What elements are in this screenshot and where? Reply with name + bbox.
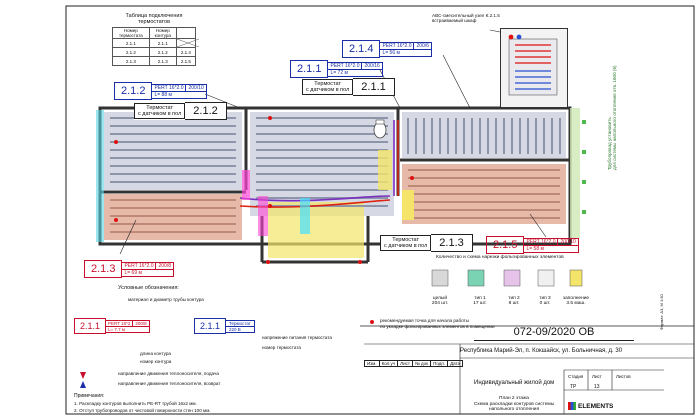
legend-circuit-length: L= 7.7 м	[106, 326, 149, 332]
notes-title: Примечания:	[74, 393, 105, 399]
fitting-name: тип 3	[539, 296, 551, 301]
brand-icon	[568, 402, 576, 410]
fitting-item	[530, 296, 560, 306]
fittings-title: Количество и схема нарезки фольгированных элементов	[436, 255, 564, 260]
table-cell: 2.1.3	[113, 57, 150, 66]
red-dot-note: рекомендуемая точка для начала работы по укладке фольгированных элементов в помещении	[380, 318, 495, 329]
stage-value: ТР	[570, 384, 577, 390]
legend-circuit-id: 2.1.1	[74, 318, 106, 334]
legend-supply-voltage: напряжение питания термостата	[262, 335, 332, 340]
stamp-col: Дата	[448, 361, 463, 367]
stamp-col: Подп.	[431, 361, 448, 367]
sheet-label: Лист	[592, 374, 602, 379]
table-cell: 2.1.2	[149, 48, 176, 57]
doc-code: 072-09/2020 ОВ	[474, 326, 634, 341]
legend-sample-circuit	[74, 318, 150, 334]
thermostat-table-title: Таблица подключения термостатов	[125, 13, 183, 25]
circuit-pipe: PERT 16*2.0	[154, 84, 184, 91]
legend-circuit-pipe: PERT 16*2	[108, 320, 131, 326]
circuit-pipe: PERT 16*2.0	[330, 62, 360, 69]
stamp-col: Лист	[398, 361, 413, 367]
stamp-col: Изм.	[365, 361, 380, 367]
legend-thermostat-number: номер термостата	[262, 345, 301, 350]
legend-circuit-number: номер контура	[140, 359, 172, 364]
circuit-pipe: PERT 16*2.0	[382, 42, 412, 49]
stage-label: Стадия	[568, 374, 584, 379]
mixing-node-label: АВС-смесительный узел К.2.1.5 встраиваемый шкаф	[432, 13, 500, 23]
fitting-name: целый	[432, 296, 448, 301]
circuit-tag-2-1-3	[84, 260, 174, 278]
legend-thermostat-id: 2.1.1	[194, 318, 226, 334]
fitting-item	[498, 296, 530, 306]
table-header: Номер термостата	[113, 28, 150, 39]
circuit-tag-2-1-4	[342, 40, 432, 58]
fitting-count: 8 шт.	[508, 301, 520, 306]
circuit-length: L= 56 м	[380, 49, 431, 56]
thermostat-id: 2.1.1	[353, 78, 394, 96]
circuit-id: 2.1.5	[486, 236, 524, 254]
thermostat-label: Термостат с датчиком в пол	[380, 235, 431, 251]
circuit-length: L= 72 м	[328, 69, 381, 76]
stamp-col: Кол.уч	[379, 361, 398, 367]
brand-logo	[568, 402, 613, 410]
legend-circuit-code: 200/8	[132, 321, 148, 326]
sheets-label: Листов	[616, 374, 631, 379]
legend-title: Условные обозначения:	[118, 285, 179, 291]
legend-thermostat-value: 220 В	[226, 326, 254, 332]
thermostat-label: Термостат с датчиком в пол	[302, 79, 353, 95]
fitting-name: тип 2	[508, 296, 520, 301]
project-name: Индивидуальный жилой дом	[474, 380, 555, 386]
circuit-tag-2-1-1	[290, 60, 383, 78]
circuit-id: 2.1.3	[84, 260, 122, 278]
title-block	[364, 326, 694, 414]
fitting-item	[560, 296, 592, 306]
fitting-count: 204 шт.	[431, 301, 449, 306]
stamp-col: № док	[412, 361, 430, 367]
circuit-code: 200/6	[413, 43, 431, 49]
sheet-value: 13	[594, 384, 600, 390]
thermostat-table	[112, 14, 196, 66]
thermostat-label: Термостат с датчиком в пол	[134, 103, 185, 119]
table-cell: 2.1.1	[149, 39, 176, 48]
address: Республика Марий-Эл, п. Кокшайск, ул. Больничная, д. 30	[460, 348, 623, 354]
circuit-length: L= 58 м	[524, 245, 577, 252]
table-cell-crossed	[176, 39, 195, 48]
circuit-tag-2-1-2	[114, 82, 207, 100]
fitting-item	[462, 296, 498, 306]
right-note: Трубопровод установить для системы напольного отопления отв. 1600 (6)	[607, 65, 617, 170]
circuit-pipe: PERT 16*2.0	[526, 238, 556, 245]
fitting-count: 0 шт.	[539, 301, 551, 306]
table-cell: 2.1.5	[176, 57, 195, 66]
legend-material-note: материал и диаметр трубы контура	[128, 297, 204, 302]
thermostat-tag-2-1-3	[380, 234, 473, 252]
format-note: Формат: А3, М 1:50	[659, 294, 664, 330]
table-cell: 2.1.2	[113, 48, 150, 57]
legend-sample-thermostat	[194, 318, 255, 334]
circuit-length: L= 69 м	[122, 269, 173, 276]
thermostat-tag-2-1-1	[302, 78, 395, 96]
note-2: 2. Отступ трубопроводов от чистовой поверхности стен 100 мм.	[74, 408, 211, 413]
mixing-node-inset	[500, 28, 568, 108]
note-1: 1. Раскладку контуров выполнить PE-RT трубой 16x2 мм.	[74, 401, 197, 406]
circuit-code: 200/8	[155, 263, 173, 269]
sheet-title: План 2 этажа Схема раскладки контуров системы напольного отопления	[473, 396, 555, 413]
fitting-count: 3.5 маш.	[566, 301, 586, 306]
thermostat-id: 2.1.3	[431, 234, 472, 252]
table-cell: 2.1.1	[113, 39, 150, 48]
circuit-tag-2-1-5	[486, 236, 579, 254]
thermostat-id: 2.1.2	[185, 102, 226, 120]
circuit-length: L= 88 м	[152, 91, 205, 98]
table-header	[176, 28, 195, 39]
fitting-count: 17 шт.	[473, 301, 487, 306]
circuit-id: 2.1.2	[114, 82, 152, 100]
circuit-pipe: PERT 16*2.0	[124, 262, 154, 269]
circuit-id: 2.1.4	[342, 40, 380, 58]
circuit-id: 2.1.1	[290, 60, 328, 78]
table-cell: 2.1.3	[149, 57, 176, 66]
fittings-row	[426, 266, 596, 318]
thermostat-tag-2-1-2	[134, 102, 227, 120]
circuit-code: 200/16	[361, 63, 381, 69]
fitting-item	[426, 296, 454, 306]
fitting-name: тип 1	[474, 296, 486, 301]
brand-name: ELEMENTS	[578, 402, 614, 410]
legend-flow-return: направление движения теплоносителя, возврат	[118, 381, 221, 386]
fitting-name: заполнение	[562, 296, 590, 301]
legend-thermostat-label: Термостат	[229, 320, 251, 326]
red-dot-marker	[370, 320, 374, 324]
legend-flow-supply: направление движения теплоносителя, подача	[118, 371, 219, 376]
legend-circuit-length: длина контура	[140, 351, 171, 356]
table-cell: 2.1.4	[176, 48, 195, 57]
circuit-code: 200/10	[557, 239, 577, 245]
circuit-code: 200/10	[185, 85, 205, 91]
table-header: Номер контура	[149, 28, 176, 39]
